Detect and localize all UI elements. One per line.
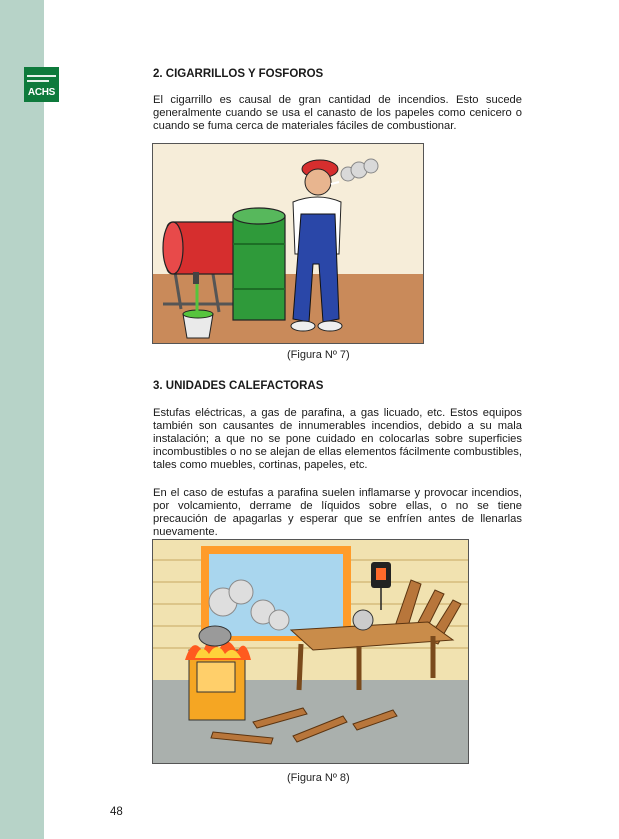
logo-text: ACHS [27,87,56,98]
section-3-paragraph-1: Estufas eléctricas, a gas de parafina, a gas licuado, etc. Estos equipos también son causantes de innumerables incendios, debido a su mala instalación; a que no se pone cuidado en colocarlas sobre superficies incombustibles o no se alejan de ellas elementos fácilmente combustibles, tales como muebles, cortinas, papeles, etc. [153,407,522,471]
section-3-heading: 3. UNIDADES CALEFACTORAS [153,380,324,392]
section-2-paragraph: El cigarrillo es causal de gran cantidad de incendios. Esto sucede generalmente cuando se usa el canasto de los papeles como cenicero o cuando se fuma cerca de materiales fáciles de combustionar. [153,94,522,132]
figure-8-illustration [152,539,469,764]
figure-7-illustration [152,143,424,344]
section-2-heading: 2. CIGARRILLOS Y FOSFOROS [153,68,324,80]
logo-stripe [27,80,49,82]
burning-heater [185,639,251,720]
figure-8-caption: (Figura Nº 8) [287,772,350,784]
figure-7-svg [153,144,423,343]
page-number: 48 [110,806,123,818]
achs-logo [24,67,59,102]
figure-8-svg [153,540,468,763]
section-3-paragraph-2: En el caso de estufas a parafina suelen inflamarse y provocar incendios, por volcamiento, derrame de líquidos sobre ellas, o no se tiene precaución de apagarlas y esperar que se enfríen antes de llenarlas nuevamente. [153,487,522,538]
circular-saw [353,610,373,630]
green-barrel [233,208,285,320]
figure-7-caption: (Figura Nº 7) [287,349,350,361]
page-side-band [0,0,44,839]
logo-stripe [27,75,56,77]
kettle [199,626,231,646]
